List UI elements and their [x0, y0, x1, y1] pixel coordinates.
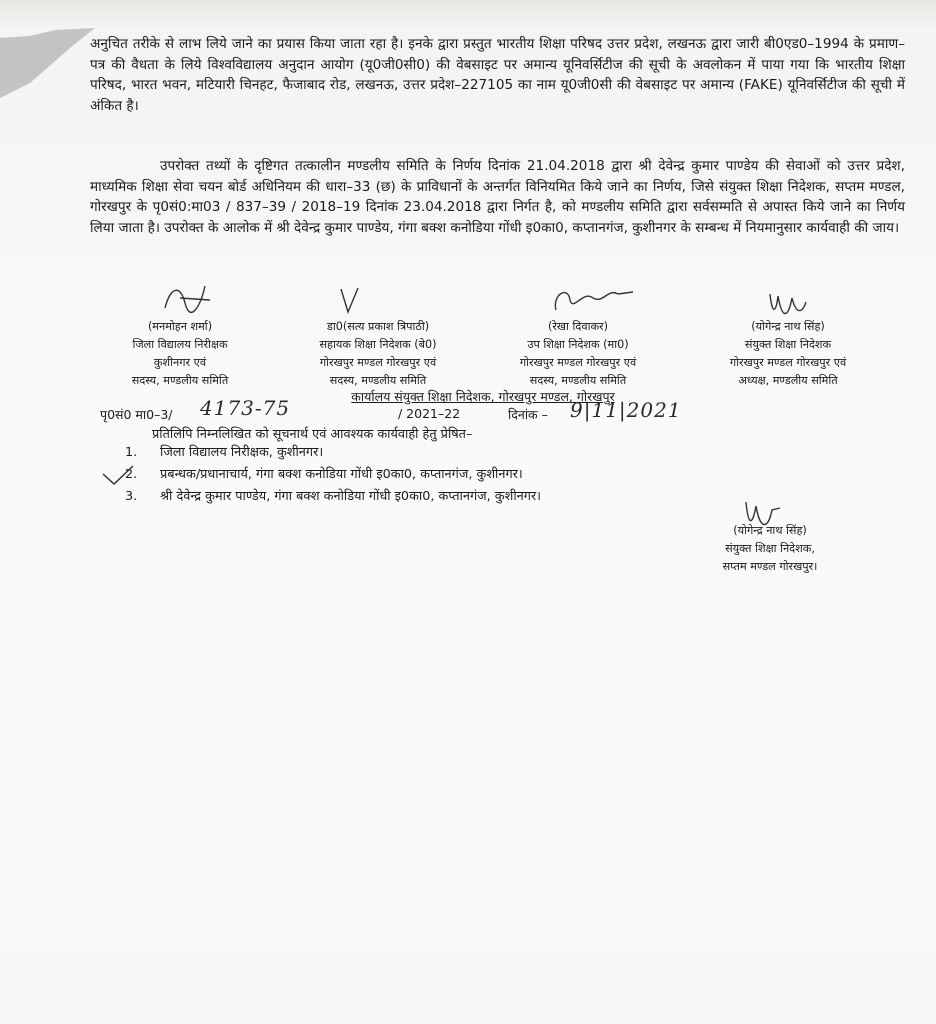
date-label: दिनांक – — [508, 407, 548, 422]
signatory-name: (मनमोहन शर्मा) — [147, 320, 213, 333]
signatory-line: सहायक शिक्षा निदेशक (बे0) — [319, 338, 437, 351]
list-item — [125, 486, 541, 508]
signatory-line: संयुक्त शिक्षा निदेशक — [744, 338, 832, 351]
signatory-line: सदस्य, मण्डलीय समिति — [529, 374, 627, 387]
signatory-line: सदस्य, मण्डलीय समिति — [329, 374, 427, 387]
reference-number-handwritten: 4173-75 — [200, 396, 291, 420]
list-text: श्री देवेन्द्र कुमार पाण्डेय, गंगा बक्श कनोडिया गोंधी इ0का0, कप्तानगंज, कुशीनगर। — [160, 489, 542, 504]
final-signatory-line: संयुक्त शिक्षा निदेशक, — [725, 542, 815, 555]
signatory-line: गोरखपुर मण्डल गोरखपुर एवं — [519, 356, 637, 369]
signatory-line: गोरखपुर मण्डल गोरखपुर एवं — [319, 356, 437, 369]
final-signatory — [690, 522, 850, 576]
signatory-line: सदस्य, मण्डलीय समिति — [131, 374, 229, 387]
list-text: जिला विद्यालय निरीक्षक, कुशीनगर। — [160, 445, 324, 460]
check-mark — [100, 462, 136, 488]
office-heading: कार्यालय संयुक्त शिक्षा निदेशक, गोरखपुर मण्डल, गोरखपुर — [351, 389, 615, 404]
signatory-line: अध्यक्ष, मण्डलीय समिति — [738, 374, 838, 387]
signatory-line: गोरखपुर मण्डल गोरखपुर एवं — [729, 356, 847, 369]
copy-list — [125, 442, 541, 508]
paragraph-2: उपरोक्त तथ्यों के दृष्टिगत तत्कालीन मण्डलीय समिति के निर्णय दिनांक 21.04.2018 द्वारा श्री देवेन्द्र कुमार पाण्डेय की सेवाओं को उत्तर प्रदेश, माध्यमिक शिक्षा सेवा चयन बोर्ड अधिनियम की धारा–33 (छ) के प्राविधानों के अन्तर्गत विनियमित किये जाने का निर्णय, जिसे संयुक्त शिक्षा निदेशक, सप्तम मण्डल, गोरखपुर के पृ0सं0:मा03 / 837–39 / 2018–19 दिनांक 23.04.2018 द्वारा निर्गत है, को मण्डलीय समिति द्वारा सर्वसम्मति से अपास्त किये जाने का निर्णय लिया जाता है। उपरोक्त के आलोक में श्री देवेन्द्र कुमार पाण्डेय, गंगा बक्श कनोडिया गोंधी इ0का0, कप्तानगंज, कुशीनगर के सम्बन्ध में नियमानुसार कार्यवाही की जाय। — [90, 158, 905, 236]
date-handwritten: 9|11|2021 — [570, 398, 682, 422]
reference-year: / 2021–22 — [398, 406, 461, 421]
signatory-name: (योगेन्द्र नाथ सिंह) — [751, 320, 825, 333]
signature-3 — [548, 280, 638, 320]
signatory-2 — [278, 318, 478, 390]
list-item — [125, 464, 541, 486]
signature-1 — [160, 278, 220, 316]
list-number: 3. — [125, 489, 138, 504]
final-signatory-name: (योगेन्द्र नाथ सिंह) — [733, 524, 807, 537]
signatory-line: जिला विद्यालय निरीक्षक — [132, 338, 228, 351]
signatory-name: डा0(सत्य प्रकाश त्रिपाठी) — [326, 320, 430, 333]
final-signatory-line: सप्तम मण्डल गोरखपुर। — [722, 560, 818, 573]
signatory-line: कुशीनगर एवं — [153, 356, 207, 369]
reference-prefix: पृ0सं0 मा0–3/ — [100, 407, 173, 422]
list-number: 2. — [125, 467, 138, 482]
paragraph-1: अनुचित तरीके से लाभ लिये जाने का प्रयास किया जाता रहा है। इनके द्वारा प्रस्तुत भारतीय शिक्षा परिषद उत्तर प्रदेश, लखनऊ द्वारा जारी बी0एड0–1994 के प्रमाण–पत्र की वैधता के लिये विश्वविद्यालय अनुदान आयोग (यू0जी0सी0) की वेबसाइट पर अमान्य यूनिवर्सिटीज की सूची के अवलोकन में पाया गया कि भारतीय शिक्षा परिषद, भारत भवन, मटियारी चिनहट, फैजाबाद रोड, लखनऊ, उत्तर प्रदेश–227105 का नाम यू0जी0सी की वेबसाइट पर अमान्य (FAKE) यूनिवर्सिटीज की सूची में अंकित है। — [90, 36, 905, 114]
signatory-4 — [688, 318, 888, 390]
paper-edge — [0, 0, 936, 32]
copy-intro: प्रतिलिपि निम्नलिखित को सूचनार्थ एवं आवश्यक कार्यवाही हेतु प्रेषित– — [152, 427, 473, 442]
list-number: 1. — [125, 445, 138, 460]
signatory-3 — [478, 318, 678, 390]
list-item — [125, 442, 541, 464]
list-text: प्रबन्धक/प्रधानाचार्य, गंगा बक्श कनोडिया गोंधी इ0का0, कप्तानगंज, कुशीनगर। — [160, 467, 523, 482]
signatory-name: (रेखा दिवाकर) — [547, 320, 609, 333]
signatory-1 — [80, 318, 280, 390]
signatory-line: उप शिक्षा निदेशक (मा0) — [527, 338, 629, 351]
signature-2 — [336, 284, 366, 318]
